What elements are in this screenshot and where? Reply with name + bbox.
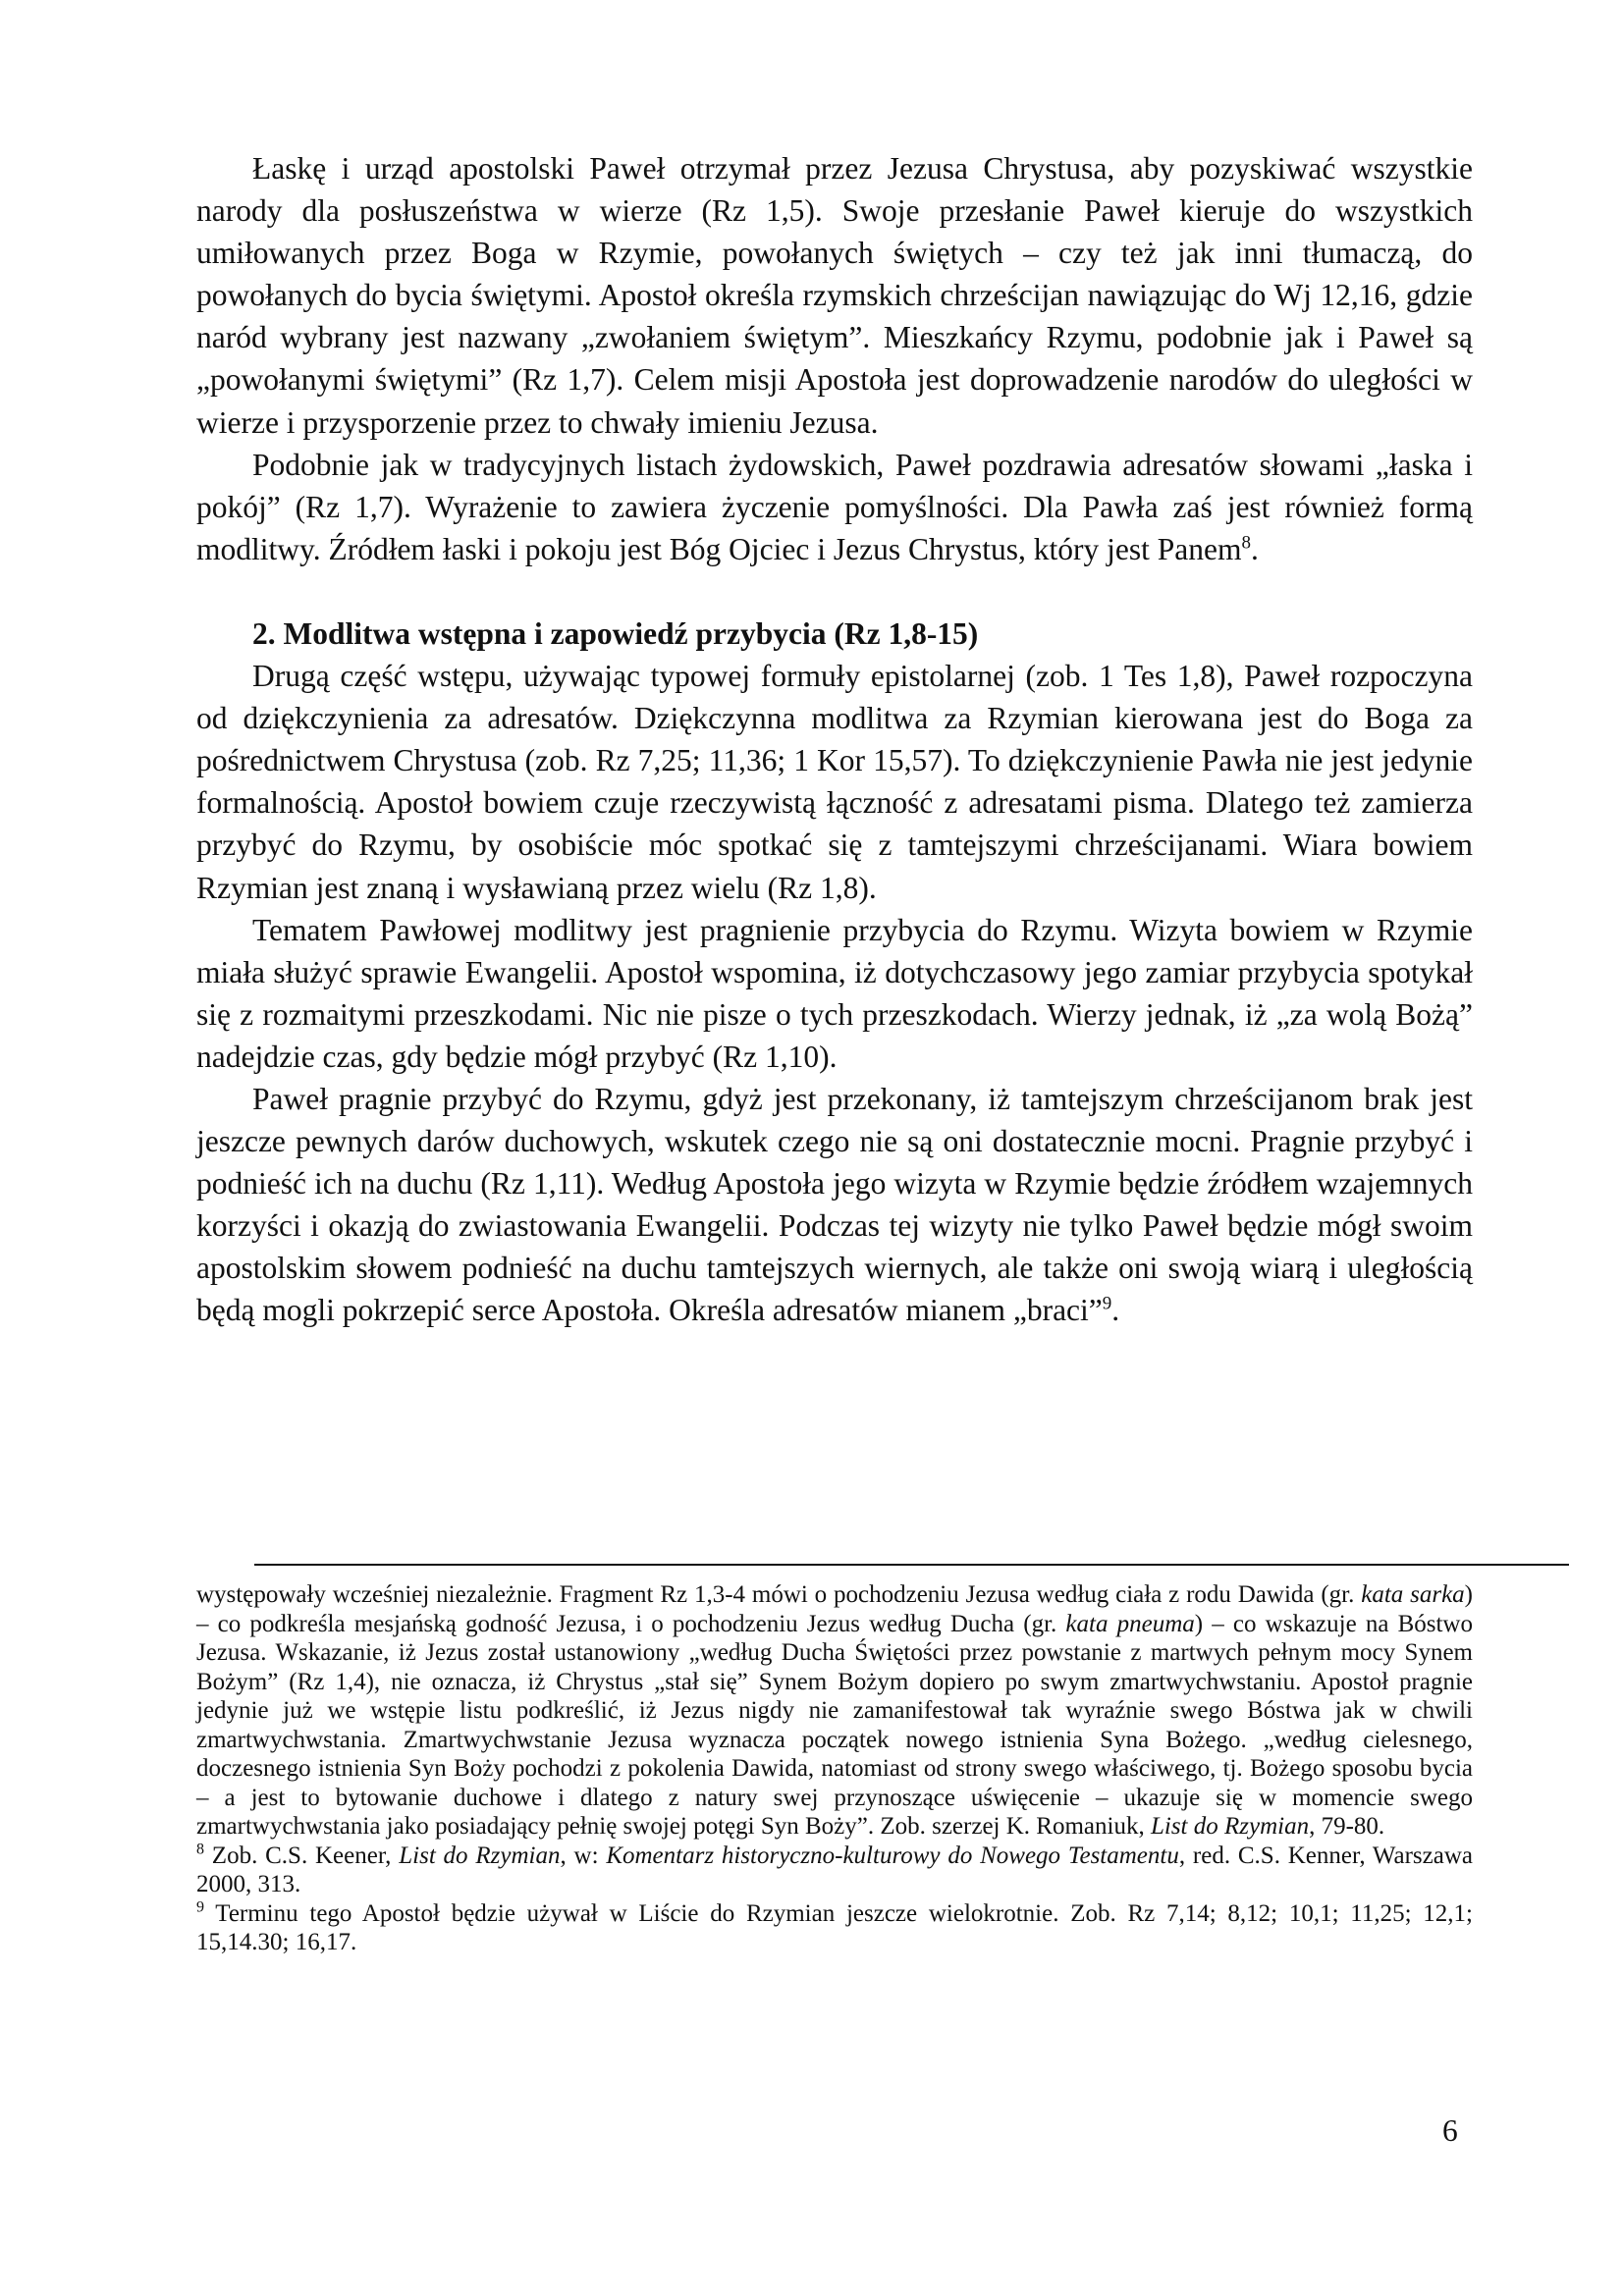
- text-run: ) – co wskazuje na Bóstwo Jezusa. Wskazanie, iż Jezus został ustanowiony „według Ducha Świętości przez powstanie z martwych pełnym mocy Synem Bożym” (Rz 1,4), nie oznacza, iż Chrystus „stał się” Synem Bożym dopiero po swym zmartwychwstaniu. Apostoł pragnie jedynie już we wstępie listu podkreślić, iż Jezus nigdy nie zamanifestował tak wyraźnie swego Bóstwa jak w chwili zmartwychwstania. Zmartwychwstanie Jezusa wyznacza początek nowego istnienia Syna Bożego. „według cielesnego, doczesnego istnienia Syn Boży pochodzi z pokolenia Dawida, natomiast od strony swego właściwego, tj. Bożego sposobu bycia – a jest to bytowanie duchowe i dlatego z natury swej przynoszące uświęcenie – ukazuje się w momencie swego zmartwychwstania jako posiadający pełnię swojej potęgi Syn Boży”. Zob. szerzej K. Romaniuk,: [196, 1610, 1473, 1840]
- text-run: , red. C.S. Kenner, Warszawa 2000, 313.: [196, 1842, 1474, 1897]
- paragraph-1: [196, 147, 1473, 444]
- text-run: Terminu tego Apostoł będzie używał w Liście do Rzymian jeszcze wielokrotnie. Zob. Rz 7,14; 8,12; 10,1; 11,25; 12,1; 15,14.30; 16,17.: [196, 1899, 1473, 1955]
- footnote-marker: 8: [1241, 532, 1251, 554]
- text-run: Podobnie jak w tradycyjnych listach żydowskich, Paweł pozdrawia adresatów słowami „łaska i pokój” (Rz 1,7). Wyrażenie to zawiera życzenie pomyślności. Dla Pawła zaś jest również formą modlitwy. Źródłem łaski i pokoju jest Bóg Ojciec i Jezus Chrystus, który jest Panem: [196, 447, 1473, 566]
- page-number: 6: [1442, 2113, 1458, 2148]
- footnote-marker: 9: [196, 1898, 204, 1916]
- text-run: Łaskę i urząd apostolski Paweł otrzymał przez Jezusa Chrystusa, aby pozyskiwać wszystkie narody dla posłuszeństwa w wierze (Rz 1,5). Swoje przesłanie Paweł kieruje do wszystkich umiłowanych przez Boga w Rzymie, powołanych świętych – czy też jak inni tłumaczą, do powołanych do bycia świętymi. Apostoł określa rzymskich chrześcijan nawiązując do Wj 12,16, gdzie naród wybrany jest nazwany „zwołaniem świętym”. Mieszkańcy Rzymu, podobnie jak i Paweł są „powołanymi świętymi” (Rz 1,7). Celem misji Apostoła jest doprowadzenie narodów do uległości w wierze i przysporzenie przez to chwały imieniu Jezusa.: [196, 151, 1473, 440]
- section-paragraph-3: [196, 1078, 1473, 1332]
- italic-text: Komentarz historyczno-kulturowy do Nowego Testamentu: [606, 1842, 1179, 1869]
- paragraph-2: [196, 444, 1473, 570]
- page-body: [196, 147, 1473, 1332]
- italic-text: kata sarka: [1361, 1581, 1465, 1608]
- italic-text: kata pneuma: [1065, 1610, 1195, 1637]
- text-run: Tematem Pawłowej modlitwy jest pragnienie przybycia do Rzymu. Wizyta bowiem w Rzymie miała służyć sprawie Ewangelii. Apostoł wspomina, iż dotychczasowy jego zamiar przybycia spotykał się z rozmaitymi przeszkodami. Nic nie pisze o tych przeszkodach. Wierzy jednak, iż „za wolą Bożą” nadejdzie czas, gdy będzie mógł przybyć (Rz 1,10).: [196, 912, 1473, 1074]
- text-run: Drugą część wstępu, używając typowej formuły epistolarnej (zob. 1 Tes 1,8), Paweł rozpoczyna od dziękczynienia za adresatów. Dziękczynna modlitwa za Rzymian kierowana jest do Boga za pośrednictwem Chrystusa (zob. Rz 7,25; 11,36; 1 Kor 15,57). To dziękczynienie Pawła nie jest jedynie formalnością. Apostoł bowiem czuje rzeczywistą łączność z adresatami pisma. Dlatego też zamierza przybyć do Rzymu, by osobiście móc spotkać się z tamtejszymi chrześcijanami. Wiara bowiem Rzymian jest znaną i wysławianą przez wielu (Rz 1,8).: [196, 659, 1473, 905]
- text-run: Paweł pragnie przybyć do Rzymu, gdyż jest przekonany, iż tamtejszym chrześcijanom brak jest jeszcze pewnych darów duchowych, wskutek czego nie są oni dostatecznie mocni. Pragnie przybyć i podnieść ich na duchu (Rz 1,11). Według Apostoła jego wizyta w Rzymie będzie źródłem wzajemnych korzyści i okazją do zwiastowania Ewangelii. Podczas tej wizyty nie tylko Paweł będzie mógł swoim apostolskim słowem podnieść na duchu tamtejszych wiernych, ale także oni swoją wiarą i uległością będą mogli pokrzepić serce Apostoła. Określa adresatów mianem „braci”: [196, 1081, 1473, 1328]
- footnote-continuation: [196, 1580, 1473, 1842]
- section-paragraph-1: [196, 655, 1473, 909]
- section-heading: 2. Modlitwa wstępna i zapowiedź przybycia (Rz 1,8-15): [252, 615, 979, 651]
- footnote-separator: [254, 1564, 1569, 1566]
- footnotes: [196, 1580, 1473, 1957]
- footnote-8: [196, 1842, 1473, 1899]
- text-run: .: [1250, 531, 1259, 566]
- footnote-marker: 8: [196, 1841, 204, 1858]
- text-run: występowały wcześniej niezależnie. Fragment Rz 1,3-4 mówi o pochodzeniu Jezusa według ciała z rodu Dawida (gr.: [196, 1581, 1362, 1608]
- text-run: ) – co podkreśla mesjańską godność Jezusa, i o pochodzeniu Jezus według Ducha (gr.: [196, 1581, 1473, 1637]
- text-run: , w:: [560, 1842, 607, 1869]
- text-run: Zob. C.S. Keener,: [204, 1842, 400, 1869]
- italic-text: List do Rzymian: [399, 1842, 561, 1869]
- italic-text: List do Rzymian: [1150, 1813, 1310, 1840]
- footnote-9: [196, 1899, 1473, 1957]
- text-run: .: [1111, 1293, 1120, 1328]
- section-paragraph-2: [196, 909, 1473, 1078]
- text-run: , 79-80.: [1309, 1813, 1385, 1840]
- footnote-marker: 9: [1102, 1293, 1112, 1314]
